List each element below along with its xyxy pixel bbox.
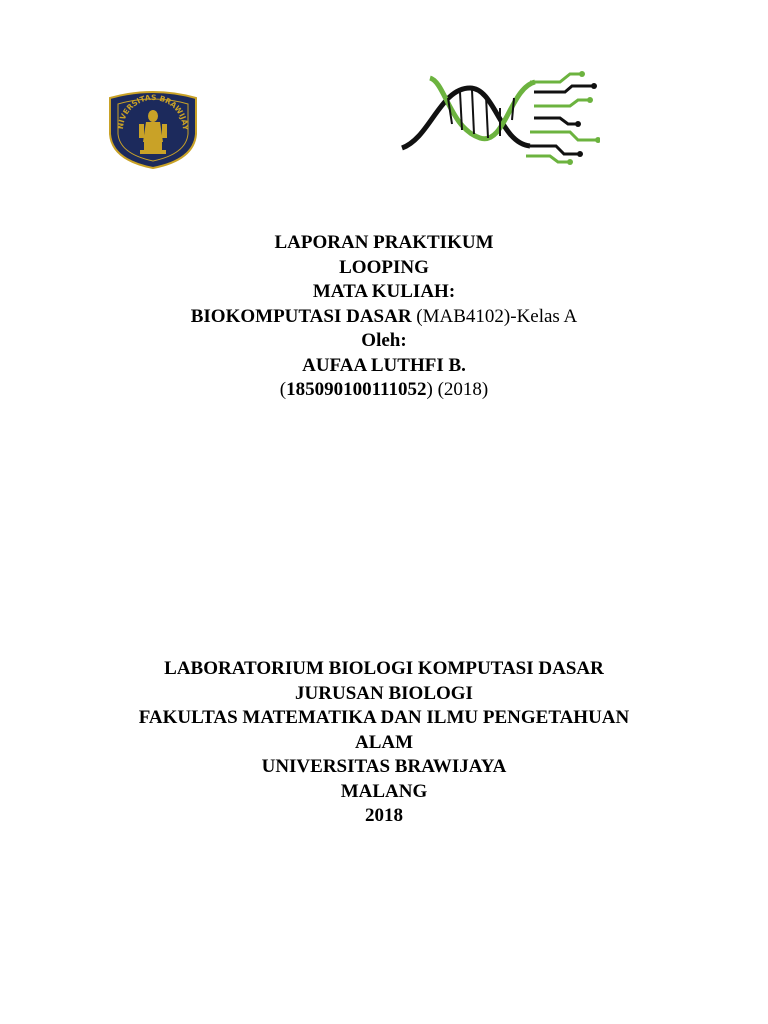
seal-text: NIVERSITAS BRAWIJAY: [115, 92, 191, 130]
student-number: 185090100111052: [286, 379, 427, 400]
course-code: (MAB4102)-Kelas A: [411, 305, 578, 327]
author-id-open: (: [279, 379, 287, 400]
report-topic: LOOPING: [339, 256, 429, 278]
university-name: UNIVERSITAS BRAWIJAYA: [261, 756, 507, 777]
year: 2018: [365, 805, 403, 826]
course-name: [0, 305, 768, 330]
institution-block: [0, 657, 768, 829]
author-name: AUFAA LUTHFI B.: [302, 354, 466, 376]
city-name: MALANG: [340, 780, 428, 802]
faculty-name-cont: ALAM: [354, 731, 414, 753]
faculty-name: FAKULTAS MATEMATIKA DAN ILMU PENGETAHUAN: [138, 707, 630, 728]
author-label: Oleh:: [361, 330, 407, 351]
author-id-year: ) (2018): [426, 379, 489, 400]
laboratory-name: LABORATORIUM BIOLOGI KOMPUTASI DASAR: [164, 658, 604, 679]
department-name: JURUSAN BIOLOGI: [295, 682, 473, 704]
author-id: [0, 378, 768, 403]
dna-circuit-logo-icon: [400, 68, 600, 166]
report-type: LAPORAN PRAKTIKUM: [274, 232, 494, 253]
universitas-brawijaya-seal-icon: [106, 84, 200, 170]
course-label: MATA KULIAH:: [312, 281, 456, 302]
course-name-bold: BIOKOMPUTASI DASAR: [190, 305, 412, 327]
report-title-block: [0, 231, 768, 403]
